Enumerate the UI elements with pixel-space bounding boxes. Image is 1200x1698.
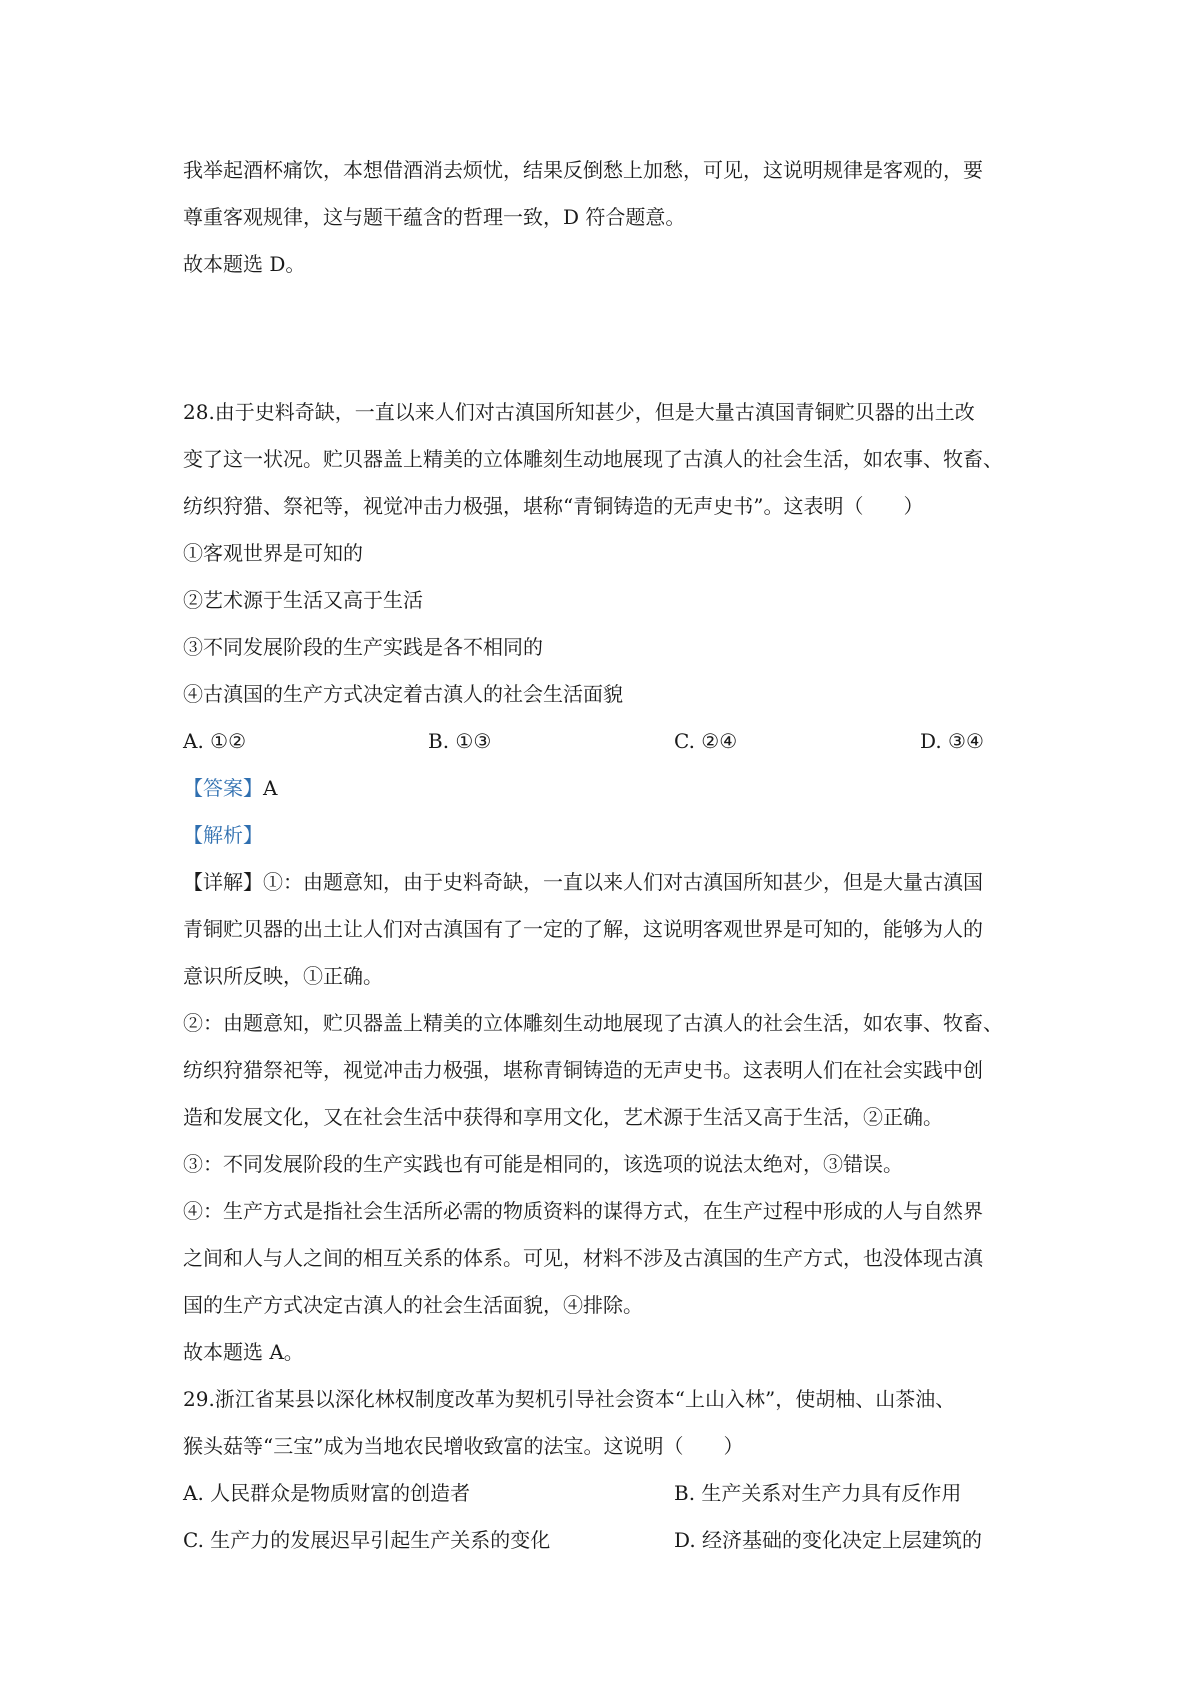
paragraph-line: 尊重客观规律，这与题干蕴含的哲理一致，D 符合题意。	[183, 205, 686, 229]
detail-line: 纺织狩猎祭祀等，视觉冲击力极强，堪称青铜铸造的无声史书。这表明人们在社会实践中创	[183, 1058, 983, 1082]
option-d: D. 经济基础的变化决定上层建筑的	[674, 1528, 983, 1552]
question-28-stem: 28.由于史料奇缺，一直以来人们对古滇国所知甚少，但是大量古滇国青铜贮贝器的出土改	[183, 400, 975, 424]
question-29-stem: 29.浙江省某县以深化林权制度改革为契机引导社会资本“上山入林”，使胡柚、山茶油、	[183, 1387, 956, 1411]
analysis-tag: 【解析】	[183, 823, 263, 847]
option-a: A. ①②	[183, 729, 247, 753]
detail-line: 国的生产方式决定古滇人的社会生活面貌，④排除。	[183, 1293, 643, 1317]
option-a: A. 人民群众是物质财富的创造者	[183, 1481, 471, 1505]
statement-2: ②艺术源于生活又高于生活	[183, 588, 423, 612]
detail-line: ②：由题意知，贮贝器盖上精美的立体雕刻生动地展现了古滇人的社会生活，如农事、牧畜、	[183, 1011, 1003, 1035]
detail-line: 意识所反映，①正确。	[183, 964, 383, 988]
answer-value: A	[263, 776, 278, 800]
option-c: C. ②④	[674, 729, 738, 753]
option-c: C. 生产力的发展迟早引起生产关系的变化	[183, 1528, 551, 1552]
detail-text: ①：由题意知，由于史料奇缺，一直以来人们对古滇国所知甚少，但是大量古滇国	[263, 870, 983, 894]
answer-tag: 【答案】	[183, 776, 263, 800]
conclusion-text: 故本题选 D。	[183, 252, 306, 276]
detail-line: 之间和人与人之间的相互关系的体系。可见，材料不涉及古滇国的生产方式，也没体现古滇	[183, 1246, 983, 1270]
detail-line: ③：不同发展阶段的生产实践也有可能是相同的，该选项的说法太绝对，③错误。	[183, 1152, 903, 1176]
detail-line	[183, 868, 983, 896]
option-b: B. 生产关系对生产力具有反作用	[674, 1481, 962, 1505]
question-29-stem: 猴头菇等“三宝”成为当地农民增收致富的法宝。这说明（ ）	[183, 1434, 744, 1458]
option-b: B. ①③	[428, 729, 492, 753]
conclusion-text: 故本题选 A。	[183, 1340, 304, 1364]
detail-line: 造和发展文化，又在社会生活中获得和享用文化，艺术源于生活又高于生活，②正确。	[183, 1105, 943, 1129]
question-28-stem: 变了这一状况。贮贝器盖上精美的立体雕刻生动地展现了古滇人的社会生活，如农事、牧畜、	[183, 447, 1003, 471]
detail-line: 青铜贮贝器的出土让人们对古滇国有了一定的了解，这说明客观世界是可知的，能够为人的	[183, 917, 983, 941]
statement-4: ④古滇国的生产方式决定着古滇人的社会生活面貌	[183, 682, 623, 706]
answer-line	[183, 774, 277, 802]
detail-line: ④：生产方式是指社会生活所必需的物质资料的谋得方式，在生产过程中形成的人与自然界	[183, 1199, 983, 1223]
statement-1: ①客观世界是可知的	[183, 541, 363, 565]
detail-tag: 【详解】	[183, 870, 263, 894]
statement-3: ③不同发展阶段的生产实践是各不相同的	[183, 635, 543, 659]
question-28-stem: 纺织狩猎、祭祀等，视觉冲击力极强，堪称“青铜铸造的无声史书”。这表明（ ）	[183, 494, 924, 518]
paragraph-line: 我举起酒杯痛饮，本想借酒消去烦忧，结果反倒愁上加愁，可见，这说明规律是客观的，要	[183, 158, 983, 182]
option-d: D. ③④	[920, 729, 984, 753]
